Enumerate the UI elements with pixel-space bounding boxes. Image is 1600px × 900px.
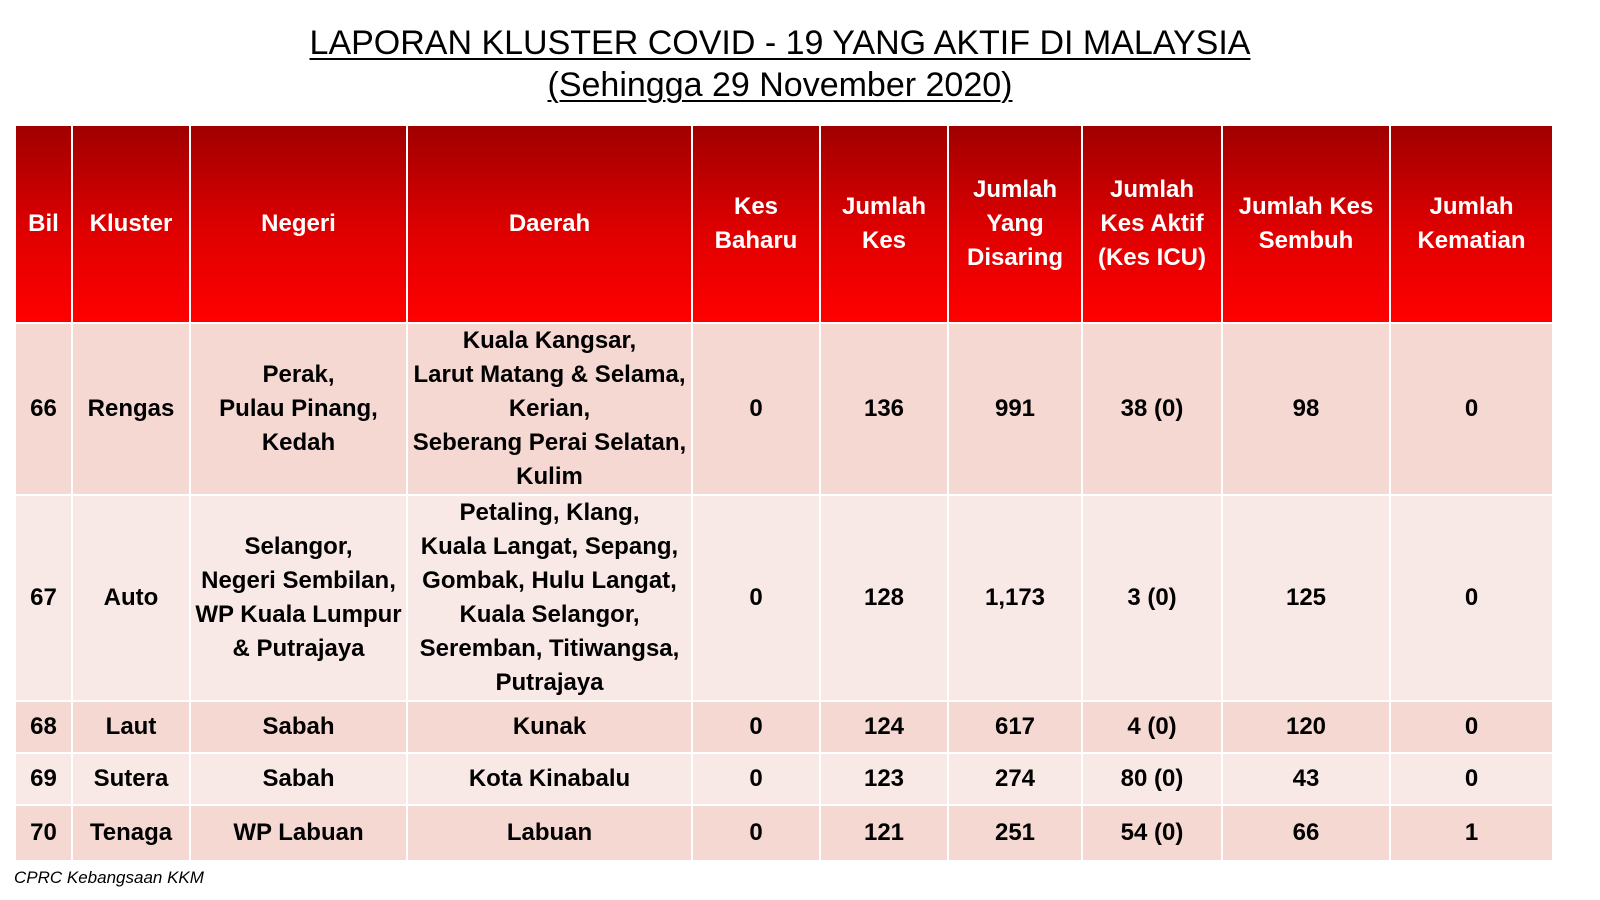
cell-line: Kulim	[516, 463, 583, 490]
cell-bil: 69	[15, 753, 72, 805]
cell-bil: 68	[15, 701, 72, 753]
header-line: Kluster	[89, 210, 173, 237]
cell-negeri	[190, 323, 407, 495]
cell-jumlah-kes: 121	[820, 805, 948, 861]
cell-daerah	[407, 323, 692, 495]
cell-line: WP Labuan	[233, 819, 364, 846]
cell-kes-baharu: 0	[692, 323, 820, 495]
header-jumlah-kes	[820, 125, 948, 323]
cell-line: Putrajaya	[495, 669, 604, 696]
header-bil	[15, 125, 72, 323]
table-row	[15, 323, 1553, 495]
cell-jumlah-kematian: 0	[1390, 701, 1553, 753]
cell-line: Perak,	[262, 361, 335, 388]
header-line: Kes	[733, 193, 779, 220]
cell-negeri	[190, 495, 407, 701]
cell-negeri	[190, 753, 407, 805]
cell-line: Kota Kinabalu	[468, 765, 631, 792]
source-footer: CPRC Kebangsaan KKM	[14, 868, 204, 887]
cell-line: Kuala Selangor,	[459, 601, 640, 628]
cell-line: Sabah	[262, 765, 335, 792]
header-line: Jumlah Kes	[1238, 193, 1374, 220]
header-kes-baharu	[692, 125, 820, 323]
header-line: Jumlah	[841, 193, 927, 220]
cell-jumlah-kematian: 0	[1390, 495, 1553, 701]
cell-line: Larut Matang & Selama,	[413, 361, 686, 388]
header-line: (Kes ICU)	[1097, 244, 1206, 271]
cell-line: Seremban, Titiwangsa,	[419, 635, 680, 662]
cell-jumlah-disaring: 617	[948, 701, 1082, 753]
header-line: Negeri	[261, 210, 336, 237]
cell-negeri	[190, 701, 407, 753]
cell-kes-aktif-icu: 3 (0)	[1082, 495, 1222, 701]
cell-line: Kunak	[512, 713, 587, 740]
header-line: Sembuh	[1258, 227, 1354, 254]
cell-jumlah-sembuh: 66	[1222, 805, 1390, 861]
cell-jumlah-disaring: 274	[948, 753, 1082, 805]
cell-kluster: Tenaga	[72, 805, 190, 861]
cell-kes-aktif-icu: 38 (0)	[1082, 323, 1222, 495]
cell-daerah	[407, 805, 692, 861]
cell-bil: 70	[15, 805, 72, 861]
title-line-1: LAPORAN KLUSTER COVID - 19 YANG AKTIF DI MALAYSIA	[309, 24, 1251, 62]
cell-jumlah-disaring: 991	[948, 323, 1082, 495]
cell-line: Kuala Kangsar,	[462, 327, 637, 354]
cell-kes-baharu: 0	[692, 495, 820, 701]
header-line: Baharu	[714, 227, 798, 254]
cell-jumlah-disaring: 251	[948, 805, 1082, 861]
cell-jumlah-kematian: 0	[1390, 753, 1553, 805]
header-row	[15, 125, 1553, 323]
cell-daerah	[407, 753, 692, 805]
header-line: Daerah	[508, 210, 591, 237]
cell-line: Seberang Perai Selatan,	[412, 429, 687, 456]
cell-jumlah-kematian: 0	[1390, 323, 1553, 495]
table-row	[15, 701, 1553, 753]
cell-jumlah-sembuh: 120	[1222, 701, 1390, 753]
cell-line: Pulau Pinang,	[219, 395, 378, 422]
header-line: Jumlah	[1429, 193, 1514, 220]
cell-jumlah-kes: 123	[820, 753, 948, 805]
cell-jumlah-disaring: 1,173	[948, 495, 1082, 701]
header-line: Kes Aktif	[1100, 210, 1204, 237]
cell-jumlah-kes: 136	[820, 323, 948, 495]
cell-line: Labuan	[506, 819, 593, 846]
cell-line: & Putrajaya	[232, 635, 365, 662]
cell-jumlah-kematian: 1	[1390, 805, 1553, 861]
header-jumlah-sembuh	[1222, 125, 1390, 323]
cell-kes-baharu: 0	[692, 753, 820, 805]
header-line: Kematian	[1417, 227, 1526, 254]
cell-kluster: Laut	[72, 701, 190, 753]
cell-line: Kuala Langat, Sepang,	[420, 533, 679, 560]
header-daerah	[407, 125, 692, 323]
cell-kes-baharu: 0	[692, 805, 820, 861]
table-row	[15, 495, 1553, 701]
header-line: Kes	[861, 227, 907, 254]
header-kes-aktif-icu	[1082, 125, 1222, 323]
table-row	[15, 805, 1553, 861]
header-line: Disaring	[966, 244, 1064, 271]
cell-kes-aktif-icu: 54 (0)	[1082, 805, 1222, 861]
cell-kes-aktif-icu: 4 (0)	[1082, 701, 1222, 753]
header-line: Bil	[28, 210, 59, 237]
cell-line: Negeri Sembilan,	[201, 567, 396, 594]
cell-line: Petaling, Klang,	[459, 499, 640, 526]
cell-kes-baharu: 0	[692, 701, 820, 753]
cell-negeri	[190, 805, 407, 861]
header-line: Jumlah	[1109, 176, 1195, 203]
cell-line: Sabah	[262, 713, 335, 740]
table-row	[15, 753, 1553, 805]
cell-jumlah-sembuh: 98	[1222, 323, 1390, 495]
header-kluster	[72, 125, 190, 323]
header-jumlah-disaring	[948, 125, 1082, 323]
cell-kluster: Rengas	[72, 323, 190, 495]
header-line: Yang	[986, 210, 1044, 237]
cell-daerah	[407, 701, 692, 753]
cell-kluster: Sutera	[72, 753, 190, 805]
cluster-table	[14, 124, 1554, 862]
cell-line: Kedah	[261, 429, 336, 456]
cell-daerah	[407, 495, 692, 701]
cell-line: WP Kuala Lumpur	[195, 601, 402, 628]
title-line-2: (Sehingga 29 November 2020)	[547, 66, 1013, 104]
cell-jumlah-kes: 124	[820, 701, 948, 753]
header-jumlah-kematian	[1390, 125, 1553, 323]
cell-line: Selangor,	[244, 533, 353, 560]
report-title	[0, 22, 1560, 106]
cell-jumlah-sembuh: 43	[1222, 753, 1390, 805]
cell-line: Gombak, Hulu Langat,	[422, 567, 677, 594]
cell-bil: 66	[15, 323, 72, 495]
cell-kes-aktif-icu: 80 (0)	[1082, 753, 1222, 805]
cell-kluster: Auto	[72, 495, 190, 701]
header-negeri	[190, 125, 407, 323]
cell-bil: 67	[15, 495, 72, 701]
cell-jumlah-kes: 128	[820, 495, 948, 701]
cell-line: Kerian,	[508, 395, 591, 422]
table-body	[15, 323, 1553, 861]
cell-jumlah-sembuh: 125	[1222, 495, 1390, 701]
header-line: Jumlah	[972, 176, 1058, 203]
